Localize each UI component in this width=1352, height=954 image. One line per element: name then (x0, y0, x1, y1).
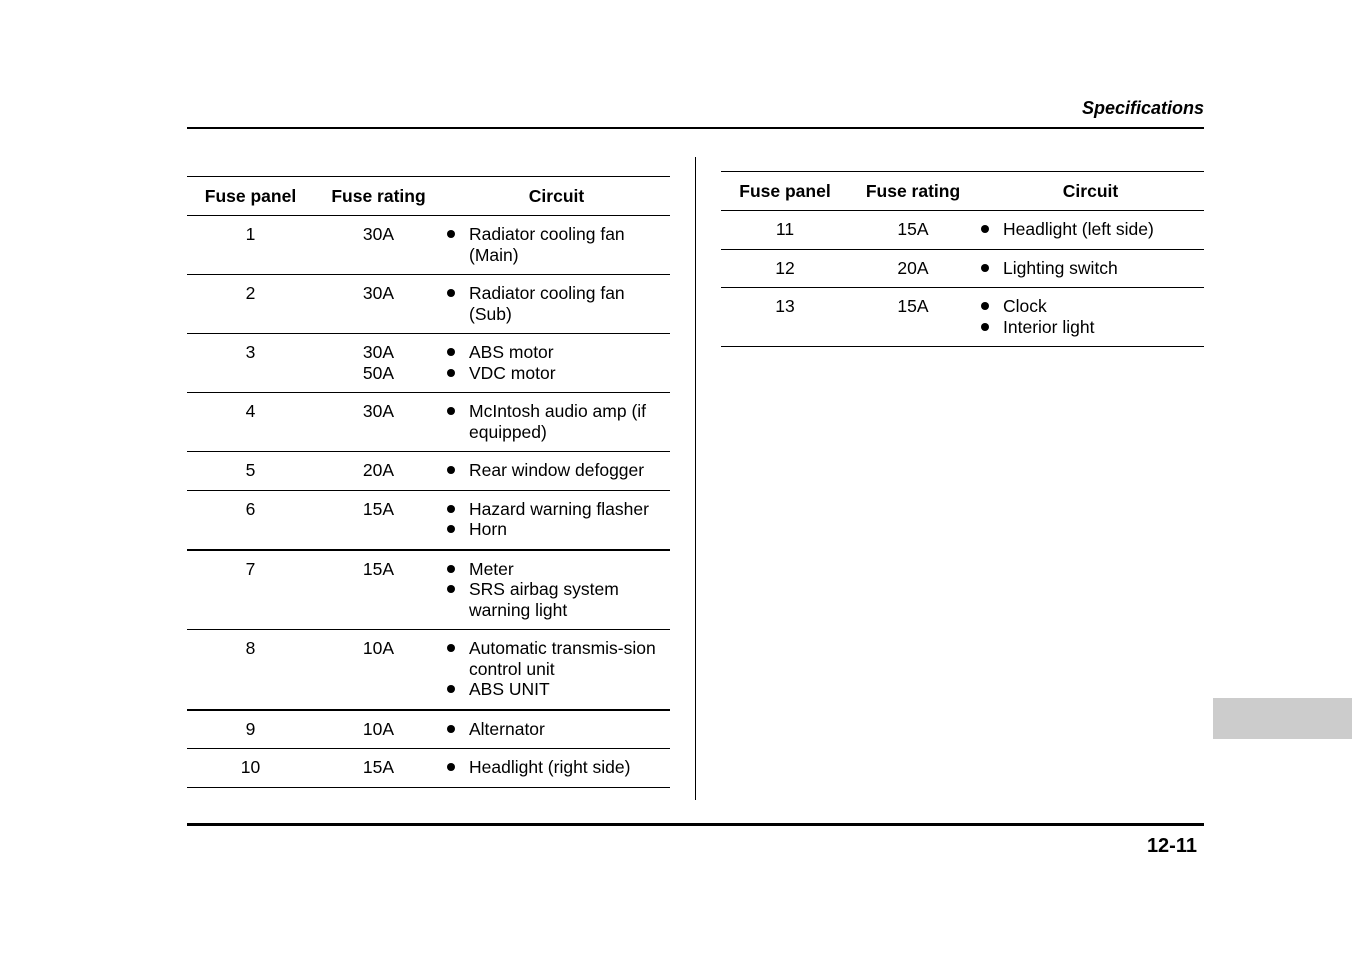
table-row (187, 452, 670, 491)
fuse-panel-number: 12 (721, 249, 849, 288)
table-row (187, 710, 670, 749)
table-header-row (187, 177, 670, 216)
circuit-item: McIntosh audio amp (if equipped) (443, 401, 670, 442)
circuit-list (443, 401, 670, 442)
fuse-rating: 15A (314, 490, 443, 550)
table-row (721, 249, 1204, 288)
circuit-item: Radiator cooling fan (Sub) (443, 283, 670, 324)
section-title: Specifications (1081, 98, 1204, 118)
circuit-list (443, 757, 670, 778)
table-row (187, 393, 670, 452)
circuit-item: Radiator cooling fan (Main) (443, 224, 670, 265)
circuit-cell (443, 490, 670, 550)
circuit-cell (977, 249, 1204, 288)
fuse-panel-number: 3 (187, 334, 314, 393)
circuit-cell (443, 550, 670, 630)
header-rule (187, 127, 1204, 129)
circuit-cell (977, 288, 1204, 347)
fuse-panel-number: 11 (721, 211, 849, 250)
fuse-rating: 15A (849, 211, 977, 250)
circuit-cell (443, 334, 670, 393)
column-header-fuse-rating: Fuse rating (314, 177, 443, 216)
circuit-list (443, 638, 670, 700)
circuit-cell (443, 749, 670, 788)
circuit-cell (443, 630, 670, 710)
fuse-rating: 15A (314, 749, 443, 788)
circuit-cell (443, 216, 670, 275)
circuit-cell (443, 275, 670, 334)
fuse-rating: 10A (314, 710, 443, 749)
circuit-list (977, 258, 1204, 279)
column-header-fuse-panel: Fuse panel (187, 177, 314, 216)
table-row (721, 288, 1204, 347)
table-row (187, 490, 670, 550)
column-header-fuse-rating: Fuse rating (849, 172, 977, 211)
fuse-panel-number: 10 (187, 749, 314, 788)
fuse-rating: 20A (314, 452, 443, 491)
circuit-item: ABS motor (443, 342, 670, 363)
circuit-item: Alternator (443, 719, 670, 740)
fuse-panel-number: 7 (187, 550, 314, 630)
fuse-rating: 15A (849, 288, 977, 347)
circuit-list (443, 499, 670, 540)
circuit-list (443, 460, 670, 481)
circuit-list (443, 224, 670, 265)
fuse-rating: 15A (314, 550, 443, 630)
table-row (187, 334, 670, 393)
circuit-list (977, 219, 1204, 240)
fuse-rating: 30A (314, 216, 443, 275)
circuit-cell (443, 710, 670, 749)
fuse-rating: 30A 50A (314, 334, 443, 393)
column-header-circuit: Circuit (977, 172, 1204, 211)
table-row (187, 630, 670, 710)
column-header-circuit: Circuit (443, 177, 670, 216)
table-header-row (721, 172, 1204, 211)
circuit-list (443, 559, 670, 621)
fuse-rating: 30A (314, 275, 443, 334)
fuse-panel-number: 13 (721, 288, 849, 347)
table-row (187, 216, 670, 275)
fuse-table-left (187, 176, 670, 788)
fuse-panel-number: 6 (187, 490, 314, 550)
fuse-table-right (721, 171, 1204, 347)
page-number: 12-11 (1146, 835, 1197, 857)
circuit-item: SRS airbag system warning light (443, 579, 670, 620)
circuit-item: Horn (443, 519, 670, 540)
circuit-list (443, 719, 670, 740)
column-header-fuse-panel: Fuse panel (721, 172, 849, 211)
circuit-item: Clock (977, 296, 1204, 317)
circuit-item: Rear window defogger (443, 460, 670, 481)
circuit-item: ABS UNIT (443, 679, 670, 700)
table-row (721, 211, 1204, 250)
circuit-item: Meter (443, 559, 670, 580)
circuit-item: Hazard warning flasher (443, 499, 670, 520)
circuit-list (977, 296, 1204, 337)
circuit-item: Automatic transmis-sion control unit (443, 638, 670, 679)
circuit-cell (977, 211, 1204, 250)
fuse-panel-number: 2 (187, 275, 314, 334)
circuit-item: Headlight (right side) (443, 757, 670, 778)
fuse-panel-number: 4 (187, 393, 314, 452)
table-row (187, 550, 670, 630)
fuse-rating: 20A (849, 249, 977, 288)
circuit-item: Headlight (left side) (977, 219, 1204, 240)
fuse-rating: 30A (314, 393, 443, 452)
table-row (187, 275, 670, 334)
circuit-item: Lighting switch (977, 258, 1204, 279)
fuse-rating: 10A (314, 630, 443, 710)
circuit-item: VDC motor (443, 363, 670, 384)
circuit-cell (443, 393, 670, 452)
chapter-thumb-tab (1213, 698, 1352, 739)
circuit-item: Interior light (977, 317, 1204, 338)
fuse-panel-number: 9 (187, 710, 314, 749)
footer-rule (187, 823, 1204, 826)
fuse-panel-number: 8 (187, 630, 314, 710)
fuse-panel-number: 1 (187, 216, 314, 275)
fuse-panel-number: 5 (187, 452, 314, 491)
table-row (187, 749, 670, 788)
circuit-list (443, 342, 670, 383)
circuit-cell (443, 452, 670, 491)
column-divider (695, 157, 696, 800)
circuit-list (443, 283, 670, 324)
